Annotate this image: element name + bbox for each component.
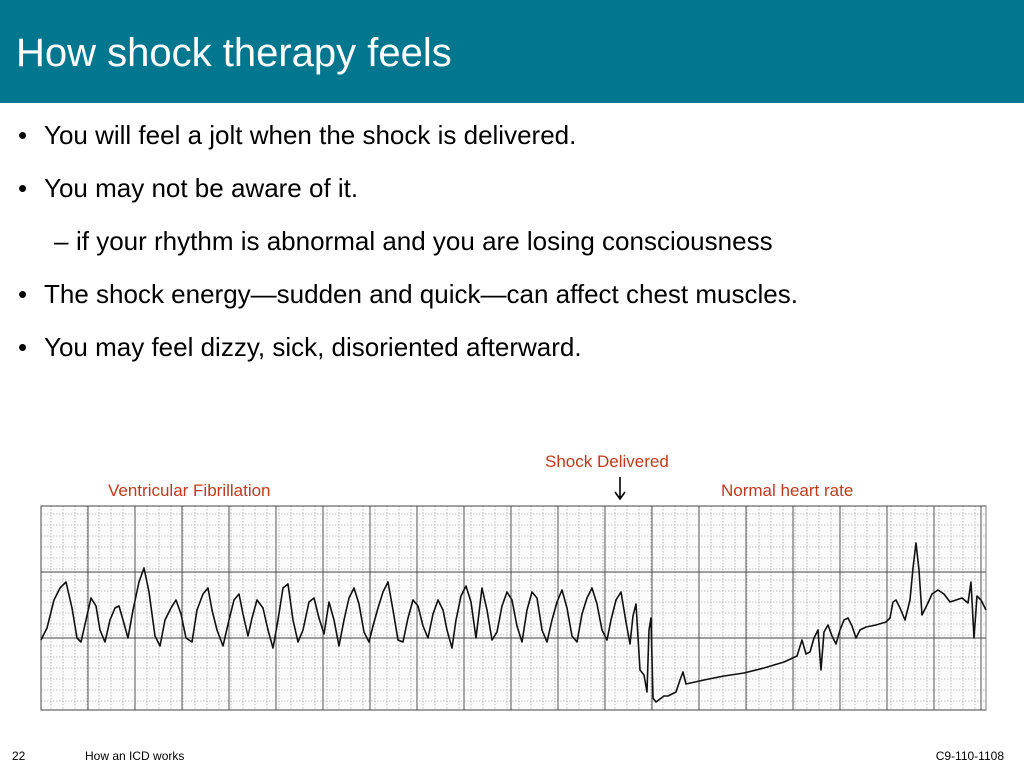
bullet-item bbox=[18, 276, 1008, 312]
bullet-marker: • bbox=[18, 173, 28, 203]
bullet-list bbox=[18, 117, 1008, 382]
bullet-item bbox=[18, 170, 1008, 206]
title-bar bbox=[0, 0, 1024, 103]
ventricular-fibrillation-label: Ventricular Fibrillation bbox=[108, 481, 271, 500]
bullet-text: You will feel a jolt when the shock is delivered. bbox=[44, 120, 577, 150]
sub-bullet-text: if your rhythm is abnormal and you are losing consciousness bbox=[76, 226, 773, 256]
slide-title: How shock therapy feels bbox=[16, 31, 452, 75]
page-number: 22 bbox=[12, 749, 26, 763]
bullet-marker: • bbox=[18, 279, 28, 309]
bullet-item bbox=[18, 329, 1008, 365]
ecg-strip-image bbox=[0, 470, 1024, 720]
sub-bullet-marker: – bbox=[54, 226, 69, 256]
shock-arrow-icon bbox=[615, 477, 625, 499]
bullet-text: You may feel dizzy, sick, disoriented afterward. bbox=[44, 332, 582, 362]
bullet-text: The shock energy—sudden and quick—can affect chest muscles. bbox=[44, 279, 798, 309]
bullet-marker: • bbox=[18, 120, 28, 150]
bullet-text: You may not be aware of it. bbox=[44, 173, 359, 203]
normal-heart-rate-label: Normal heart rate bbox=[721, 481, 854, 500]
footer-code: C9-110-1108 bbox=[935, 749, 1004, 763]
bullet-item bbox=[18, 117, 1008, 153]
footer-section-title: How an ICD works bbox=[85, 749, 185, 763]
sub-bullet-item bbox=[18, 223, 1008, 259]
bullet-marker: • bbox=[18, 332, 28, 362]
shock-delivered-label: Shock Delivered bbox=[545, 452, 669, 471]
